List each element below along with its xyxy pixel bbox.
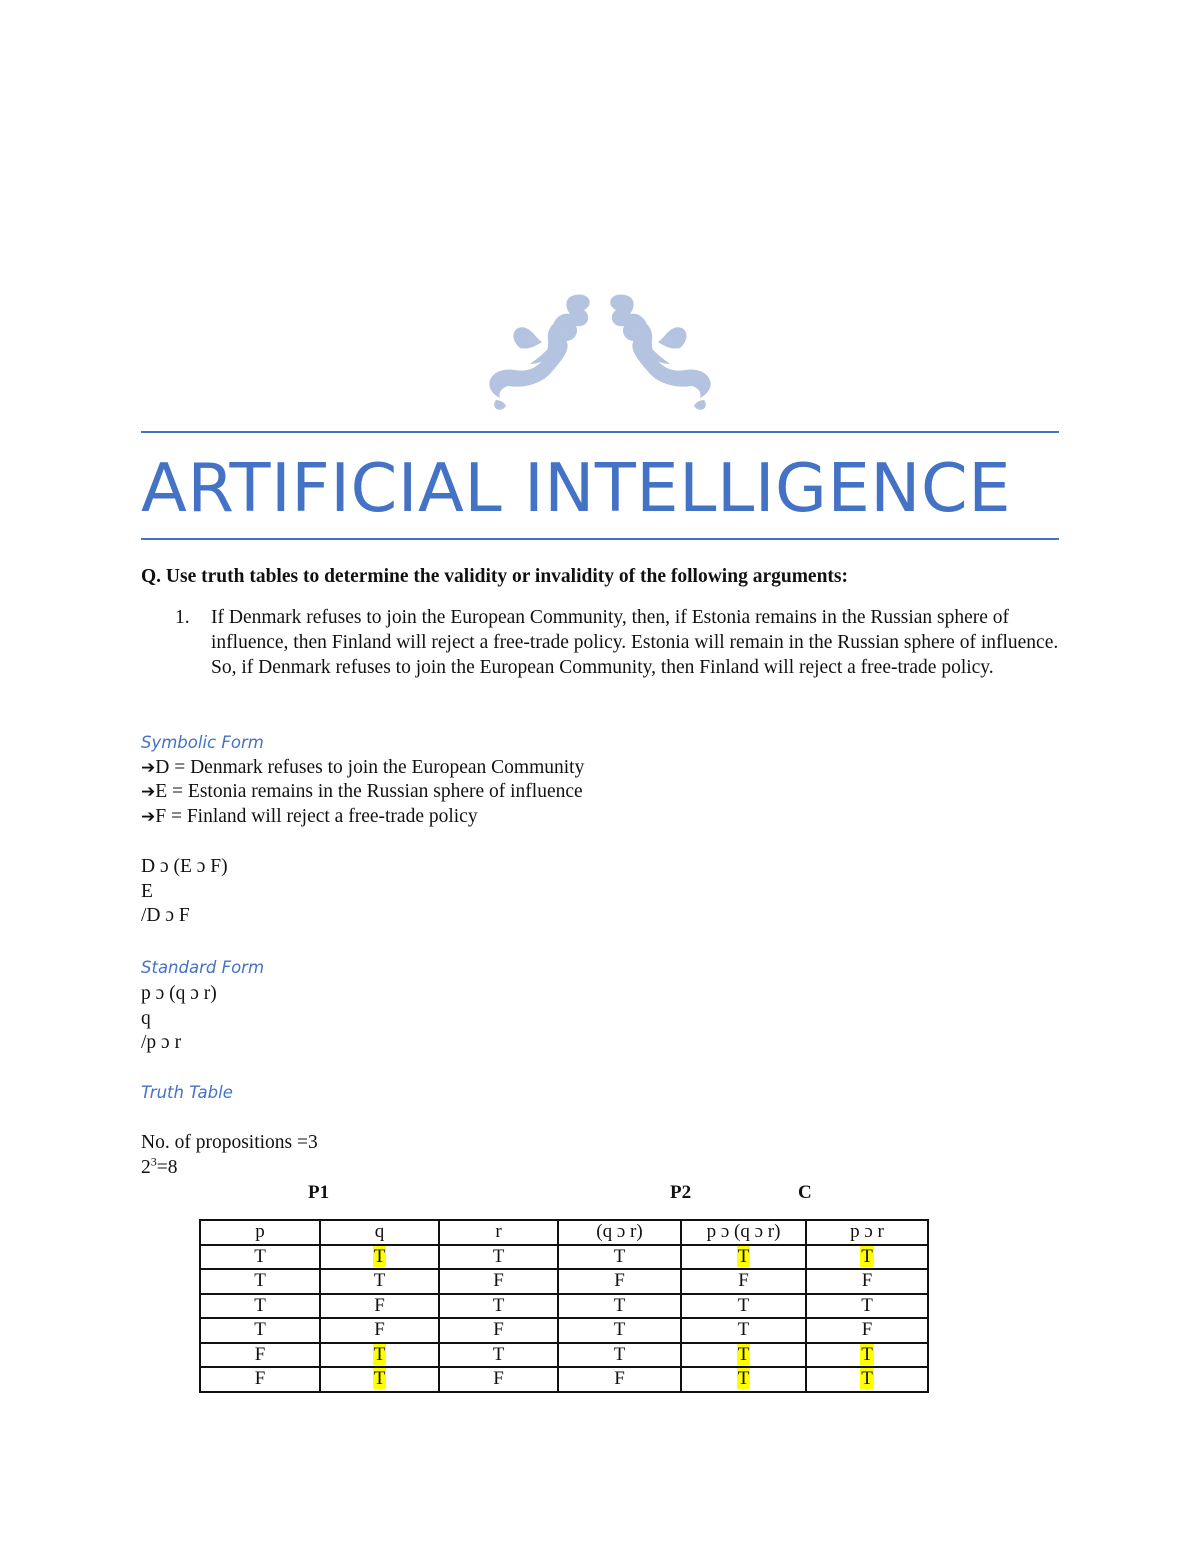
definition-f: ➔F = Finland will reject a free-trade policy: [141, 806, 478, 827]
table-cell-value: T: [254, 1245, 266, 1267]
table-cell-value: T: [737, 1368, 750, 1390]
arrow-right-icon: ➔: [141, 758, 156, 778]
table-cell-value: T: [254, 1319, 266, 1341]
table-cell: [806, 1318, 928, 1343]
standard-premise-2: q: [141, 1008, 151, 1029]
arrow-right-icon: ➔: [141, 782, 156, 802]
table-cell: [200, 1318, 320, 1343]
table-cell: [439, 1343, 558, 1368]
page-title: ARTIFICIAL INTELLIGENCE: [141, 449, 1012, 527]
table-cell: [439, 1245, 558, 1270]
table-row: [200, 1367, 928, 1392]
table-cell-value: F: [493, 1319, 504, 1341]
table-cell-value: F: [493, 1270, 504, 1292]
table-cell-value: T: [373, 1245, 386, 1267]
table-row: [200, 1245, 928, 1270]
table-cell: [806, 1294, 928, 1319]
table-cell-value: T: [613, 1294, 626, 1316]
table-cell-value: F: [614, 1368, 625, 1390]
table-cell: [806, 1269, 928, 1294]
argument-premise-2: E: [141, 881, 153, 902]
standard-conclusion: /p ɔ r: [141, 1032, 182, 1053]
table-cell: [200, 1245, 320, 1270]
propositions-count: No. of propositions =3: [141, 1132, 318, 1153]
argument-conclusion: /D ɔ F: [141, 905, 190, 926]
table-cell-value: F: [861, 1270, 873, 1292]
rows-formula: $2^3=8$: [141, 1154, 178, 1178]
table-cell: [558, 1367, 681, 1392]
title-rule-bottom: [141, 538, 1059, 540]
table-cell-value: F: [374, 1319, 385, 1341]
table-cell-value: T: [492, 1245, 505, 1267]
table-cell-value: F: [254, 1368, 266, 1390]
definition-d: ➔D = Denmark refuses to join the European Community: [141, 757, 585, 778]
table-cell-value: T: [492, 1294, 505, 1316]
title-rule-top: [141, 431, 1059, 433]
table-cell: [558, 1318, 681, 1343]
table-cell: [681, 1343, 806, 1368]
table-cell: [558, 1343, 681, 1368]
table-cell-value: F: [493, 1368, 504, 1390]
standard-premise-1: p ɔ (q ɔ r): [141, 983, 217, 1004]
table-cell-value: T: [613, 1319, 626, 1341]
table-cell-value: T: [737, 1245, 750, 1267]
table-cell-value: T: [492, 1343, 505, 1365]
table-cell: [439, 1269, 558, 1294]
table-cell: [806, 1343, 928, 1368]
table-cell-value: T: [861, 1294, 873, 1316]
definition-e: ➔E = Estonia remains in the Russian sphere of influence: [141, 781, 583, 802]
table-cell-value: F: [374, 1294, 385, 1316]
table-cell: [681, 1294, 806, 1319]
table-cell-value: T: [613, 1343, 626, 1365]
list-item-number: 1.: [175, 607, 190, 628]
table-cell-value: F: [254, 1343, 266, 1365]
table-cell-value: F: [614, 1270, 625, 1292]
table-header-cell: p: [200, 1220, 320, 1245]
table-row: [200, 1318, 928, 1343]
table-cell: [320, 1343, 439, 1368]
standard-form-heading: Standard Form: [141, 958, 265, 977]
truth-table-heading: Truth Table: [141, 1083, 233, 1102]
table-cell: [681, 1367, 806, 1392]
table-cell-value: T: [373, 1343, 386, 1365]
table-cell-value: T: [254, 1294, 266, 1316]
table-header-cell: r: [439, 1220, 558, 1245]
floral-ornament-icon: [480, 288, 720, 413]
column-label-c: C: [798, 1182, 812, 1203]
table-cell: [200, 1367, 320, 1392]
table-cell: [558, 1245, 681, 1270]
table-cell: [681, 1269, 806, 1294]
table-cell-value: F: [861, 1319, 873, 1341]
table-cell-value: T: [737, 1343, 750, 1365]
table-row: [200, 1294, 928, 1319]
table-cell: [320, 1269, 439, 1294]
table-cell-value: T: [373, 1270, 386, 1292]
table-cell: [806, 1367, 928, 1392]
table-cell-value: T: [254, 1270, 266, 1292]
table-header-cell: p ɔ r: [806, 1220, 928, 1245]
table-cell-value: T: [737, 1319, 750, 1341]
table-cell: [439, 1318, 558, 1343]
table-cell-value: T: [861, 1245, 873, 1267]
table-cell: [320, 1245, 439, 1270]
table-cell: [320, 1318, 439, 1343]
table-row: [200, 1343, 928, 1368]
table-cell: [681, 1318, 806, 1343]
table-cell-value: T: [613, 1245, 626, 1267]
symbolic-form-heading: Symbolic Form: [141, 733, 264, 752]
table-row: [200, 1269, 928, 1294]
table-header-cell: q: [320, 1220, 439, 1245]
column-label-p1: P1: [308, 1182, 330, 1203]
truth-table: [199, 1219, 929, 1393]
table-cell-value: T: [373, 1368, 386, 1390]
table-cell: [200, 1269, 320, 1294]
table-cell: [320, 1367, 439, 1392]
table-cell: [681, 1245, 806, 1270]
table-cell: [806, 1245, 928, 1270]
table-cell: [200, 1294, 320, 1319]
table-cell: [558, 1294, 681, 1319]
question-text: Q. Use truth tables to determine the validity or invalidity of the following arguments:: [141, 566, 849, 587]
argument-premise-1: D ɔ (E ɔ F): [141, 856, 228, 877]
table-header-row: [200, 1220, 928, 1245]
table-cell-value: F: [738, 1270, 749, 1292]
table-cell: [320, 1294, 439, 1319]
table-cell: [200, 1343, 320, 1368]
table-cell-value: T: [861, 1368, 873, 1390]
table-cell: [439, 1294, 558, 1319]
table-cell-value: T: [861, 1343, 873, 1365]
table-header-cell: p ɔ (q ɔ r): [681, 1220, 806, 1245]
column-label-p2: P2: [670, 1182, 692, 1203]
list-item-text: If Denmark refuses to join the European Community, then, if Estonia remains in the Russian sphere of influence, then Finland will reject a free-trade policy. Estonia will remain in the Russian sphere of influence. So, if Denmark refuses to join the European Community, then Finland will reject a free-trade policy.: [211, 607, 1059, 678]
table-cell: [558, 1269, 681, 1294]
table-cell-value: T: [737, 1294, 750, 1316]
arrow-right-icon: ➔: [141, 807, 156, 827]
table-cell: [439, 1367, 558, 1392]
table-header-cell: (q ɔ r): [558, 1220, 681, 1245]
